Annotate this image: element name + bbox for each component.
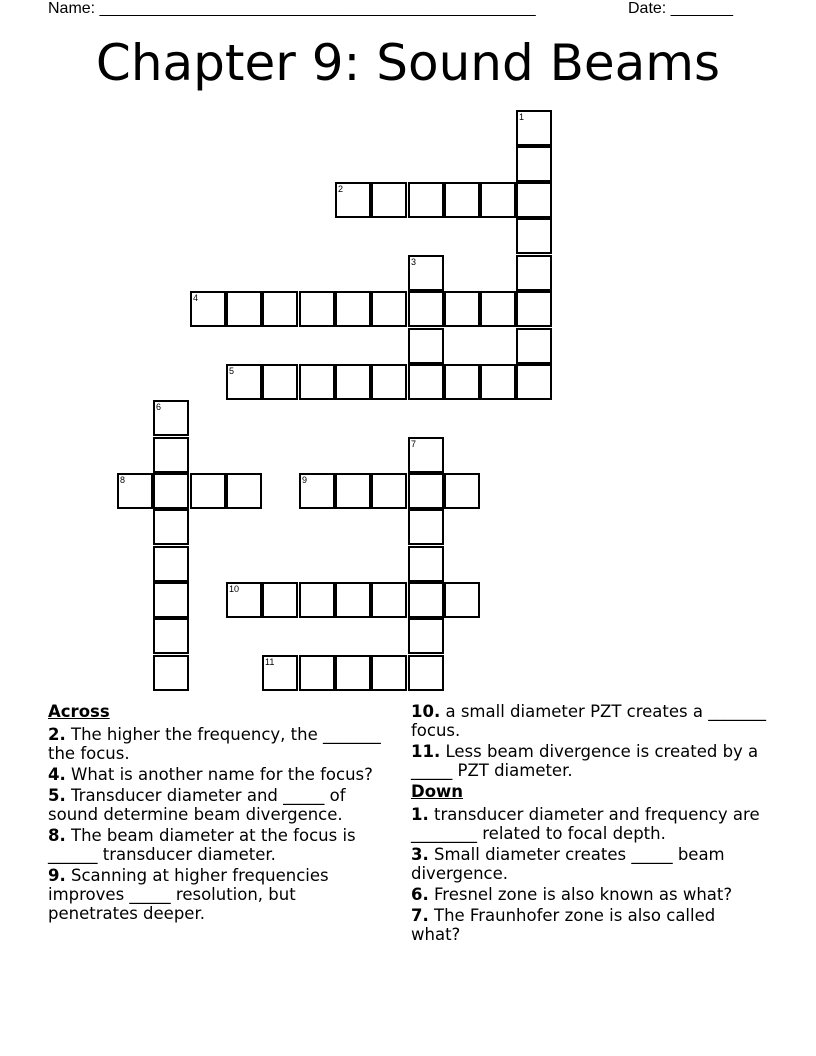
- name-field[interactable]: Name: _________________________________________________: [48, 0, 536, 17]
- crossword-cell[interactable]: [335, 364, 371, 400]
- crossword-cell[interactable]: [190, 291, 226, 327]
- crossword-cell[interactable]: [408, 364, 444, 400]
- clue-item: 2. The higher the frequency, the _______ the focus.: [48, 725, 381, 763]
- crossword-cell[interactable]: [153, 473, 189, 509]
- crossword-cell[interactable]: [371, 473, 407, 509]
- crossword-cell[interactable]: [408, 182, 444, 218]
- crossword-cell[interactable]: [335, 582, 371, 618]
- clue-item: 4. What is another name for the focus?: [48, 765, 373, 784]
- clue-item: 11. Less beam divergence is created by a _____ PZT diameter.: [411, 742, 759, 780]
- crossword-cell[interactable]: [444, 582, 480, 618]
- crossword-cell[interactable]: [299, 582, 335, 618]
- crossword-cell[interactable]: [444, 182, 480, 218]
- crossword-cell[interactable]: [408, 655, 444, 691]
- crossword-cell[interactable]: [408, 255, 444, 291]
- crossword-cell[interactable]: [516, 291, 552, 327]
- crossword-cell[interactable]: [371, 364, 407, 400]
- clue-item: 3. Small diameter creates _____ beam divergence.: [411, 845, 725, 883]
- crossword-cell[interactable]: [371, 655, 407, 691]
- crossword-cell[interactable]: [516, 146, 552, 182]
- clue-number: 4: [193, 293, 199, 303]
- across-and-down-clues: [411, 702, 766, 946]
- crossword-cell[interactable]: [516, 218, 552, 254]
- crossword-cell[interactable]: [335, 473, 371, 509]
- crossword-cell[interactable]: [408, 291, 444, 327]
- crossword-cell[interactable]: [516, 328, 552, 364]
- crossword-cell[interactable]: [371, 582, 407, 618]
- crossword-cell[interactable]: [153, 400, 189, 436]
- clue-item: 8. The beam diameter at the focus is ______ transducer diameter.: [48, 826, 356, 864]
- crossword-cell[interactable]: [408, 582, 444, 618]
- across-heading: Across: [48, 702, 110, 721]
- clue-item: 7. The Fraunhofer zone is also called what?: [411, 906, 716, 944]
- clue-item: 5. Transducer diameter and _____ of sound determine beam divergence.: [48, 786, 346, 824]
- date-field[interactable]: Date: _______: [628, 0, 733, 17]
- clue-number: 9: [302, 475, 308, 485]
- crossword-cell[interactable]: [444, 473, 480, 509]
- crossword-cell[interactable]: [516, 364, 552, 400]
- crossword-cell[interactable]: [335, 182, 371, 218]
- crossword-cell[interactable]: [408, 509, 444, 545]
- crossword-cell[interactable]: [408, 618, 444, 654]
- crossword-cell[interactable]: [262, 582, 298, 618]
- crossword-cell[interactable]: [226, 291, 262, 327]
- crossword-cell[interactable]: [371, 182, 407, 218]
- crossword-cell[interactable]: [117, 473, 153, 509]
- clue-item: 6. Fresnel zone is also known as what?: [411, 885, 733, 904]
- crossword-cell[interactable]: [408, 437, 444, 473]
- crossword-cell[interactable]: [371, 291, 407, 327]
- clue-number: 6: [156, 402, 162, 412]
- clue-number: 8: [120, 475, 126, 485]
- crossword-cell[interactable]: [299, 655, 335, 691]
- clue-number: 10: [229, 584, 240, 594]
- crossword-cell[interactable]: [299, 364, 335, 400]
- crossword-cell[interactable]: [480, 291, 516, 327]
- crossword-cell[interactable]: [153, 582, 189, 618]
- crossword-cell[interactable]: [153, 655, 189, 691]
- clue-number: 3: [411, 257, 417, 267]
- crossword-cell[interactable]: [516, 255, 552, 291]
- clue-item: 1. transducer diameter and frequency are ________ related to focal depth.: [411, 805, 760, 843]
- crossword-cell[interactable]: [226, 582, 262, 618]
- crossword-cell[interactable]: [153, 509, 189, 545]
- crossword-cell[interactable]: [153, 618, 189, 654]
- crossword-cell[interactable]: [480, 182, 516, 218]
- crossword-cell[interactable]: [408, 546, 444, 582]
- crossword-cell[interactable]: [262, 364, 298, 400]
- crossword-cell[interactable]: [408, 328, 444, 364]
- page-title: Chapter 9: Sound Beams: [95, 34, 721, 92]
- crossword-cell[interactable]: [153, 546, 189, 582]
- crossword-cell[interactable]: [153, 437, 189, 473]
- crossword-cell[interactable]: [190, 473, 226, 509]
- clue-number: 11: [265, 657, 275, 667]
- crossword-cell[interactable]: [444, 364, 480, 400]
- crossword-cell[interactable]: [335, 291, 371, 327]
- crossword-cell[interactable]: [335, 655, 371, 691]
- down-heading: Down: [411, 782, 464, 801]
- across-clues: [48, 702, 383, 925]
- crossword-cell[interactable]: [226, 364, 262, 400]
- clue-number: 2: [338, 184, 344, 194]
- clue-item: 10. a small diameter PZT creates a _______ focus.: [411, 702, 766, 740]
- crossword-cell[interactable]: [226, 473, 262, 509]
- crossword-cell[interactable]: [444, 291, 480, 327]
- clue-number: 7: [411, 439, 417, 449]
- crossword-cell[interactable]: [299, 473, 335, 509]
- crossword-cell[interactable]: [262, 291, 298, 327]
- crossword-cell[interactable]: [516, 110, 552, 146]
- crossword-cell[interactable]: [408, 473, 444, 509]
- crossword-cell[interactable]: [480, 364, 516, 400]
- clue-number: 1: [519, 112, 525, 122]
- crossword-cell[interactable]: [262, 655, 298, 691]
- clue-number: 5: [229, 366, 235, 376]
- crossword-cell[interactable]: [299, 291, 335, 327]
- crossword-cell[interactable]: [516, 182, 552, 218]
- clue-item: 9. Scanning at higher frequencies improves _____ resolution, but penetrates deeper.: [48, 866, 329, 923]
